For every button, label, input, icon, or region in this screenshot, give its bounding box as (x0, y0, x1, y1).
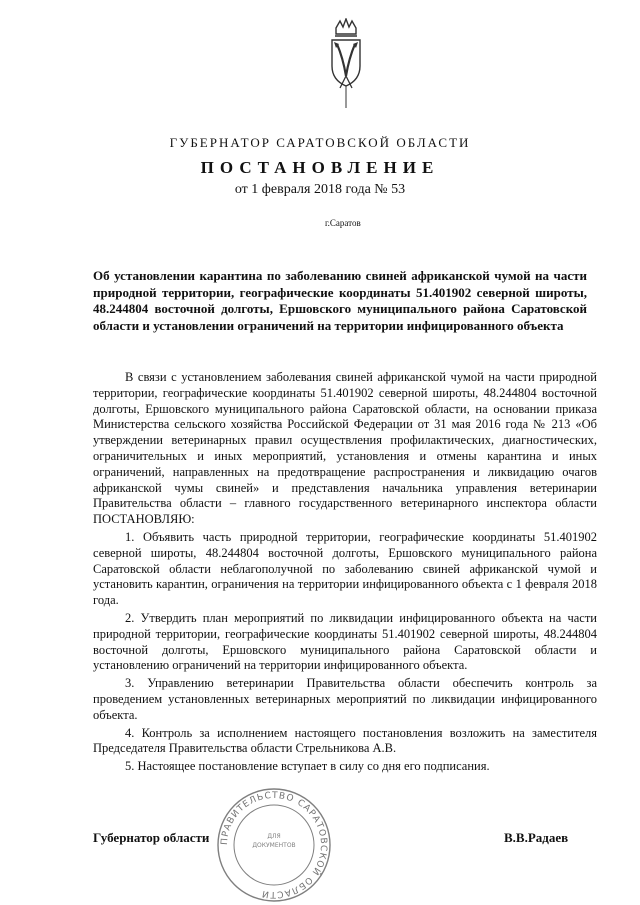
resolution-item-5: 5. Настоящее постановление вступает в силу со дня его подписания. (125, 759, 490, 774)
svg-text:ДЛЯ: ДЛЯ (267, 833, 281, 840)
official-seal-stamp (215, 786, 333, 904)
resolution-item-2: 2. Утвердить план мероприятий по ликвидации инфицированного объекта на части природной территории, географические координаты 51.401902 северной широты, 48.244804 восточной долготы, Ершовского муниципального района Саратовской области и установлению ограничений на территории инфицированного объекта. (93, 610, 597, 673)
document-subject: Об установлении карантина по заболеванию свиней африканской чумой на части природной территории, географические координаты 51.401902 северной широты, 48.244804 восточной долготы, Ершовского муниципального района Саратовской области и установлении ограничений на территории инфицированного объекта (93, 268, 587, 333)
svg-text:ДОКУМЕНТОВ: ДОКУМЕНТОВ (252, 842, 296, 849)
document-type: ПОСТАНОВЛЕНИЕ (200, 158, 440, 177)
authority-title: ГУБЕРНАТОР САРАТОВСКОЙ ОБЛАСТИ (169, 135, 471, 150)
resolution-item-3: 3. Управлению ветеринарии Правительства области обеспечить контроль за проведением установленных ветеринарных мероприятий по ликвидации инфицированного объекта. (93, 676, 597, 722)
preamble-paragraph: В связи с установлением заболевания свиней африканской чумой на части природной территории, географические координаты 51.401902 северной широты, 48.244804 восточной долготы, Ершовского муниципального района Саратовской области, на основании приказа Министерства сельского хозяйства Российской Федерации от 31 мая 2016 года № 213 «Об утверждении ветеринарных правил осуществления профилактических, диагностических, ограничительных и иных мероприятий, установления и отмены карантина и иных ограничений, направленных на предотвращение распространения и ликвидацию очагов африканской чумы свиней» и представления начальника управления ветеринарии Правительства области – главного государственного ветеринарного инспектора области ПОСТАНОВЛЯЮ: (93, 370, 597, 527)
svg-text:ПРАВИТЕЛЬСТВО САРАТОВСКОЙ ОБЛА: ПРАВИТЕЛЬСТВО САРАТОВСКОЙ ОБЛАСТИ (219, 790, 329, 900)
document-body (93, 370, 597, 775)
resolution-item-1: 1. Объявить часть природной территории, географические координаты 51.401902 северной широты, 48.244804 восточной долготы, Ершовского муниципального района Саратовской области неблагополучной по заболеванию свиней африканской чумой и установить карантин, ограничения на территории инфицированного объекта с 1 февраля 2018 года. (93, 529, 597, 608)
document-date-number: от 1 февраля 2018 года № 53 (234, 182, 406, 197)
signatory-name: В.В.Радаев (504, 830, 569, 845)
saratov-emblem-icon (322, 18, 370, 110)
document-city: г.Саратов (325, 218, 361, 228)
resolution-item-4: 4. Контроль за исполнением настоящего постановления возложить на заместителя Председателя Правительства области Стрельникова А.В. (93, 725, 597, 756)
signatory-title: Губернатор области (93, 830, 210, 845)
